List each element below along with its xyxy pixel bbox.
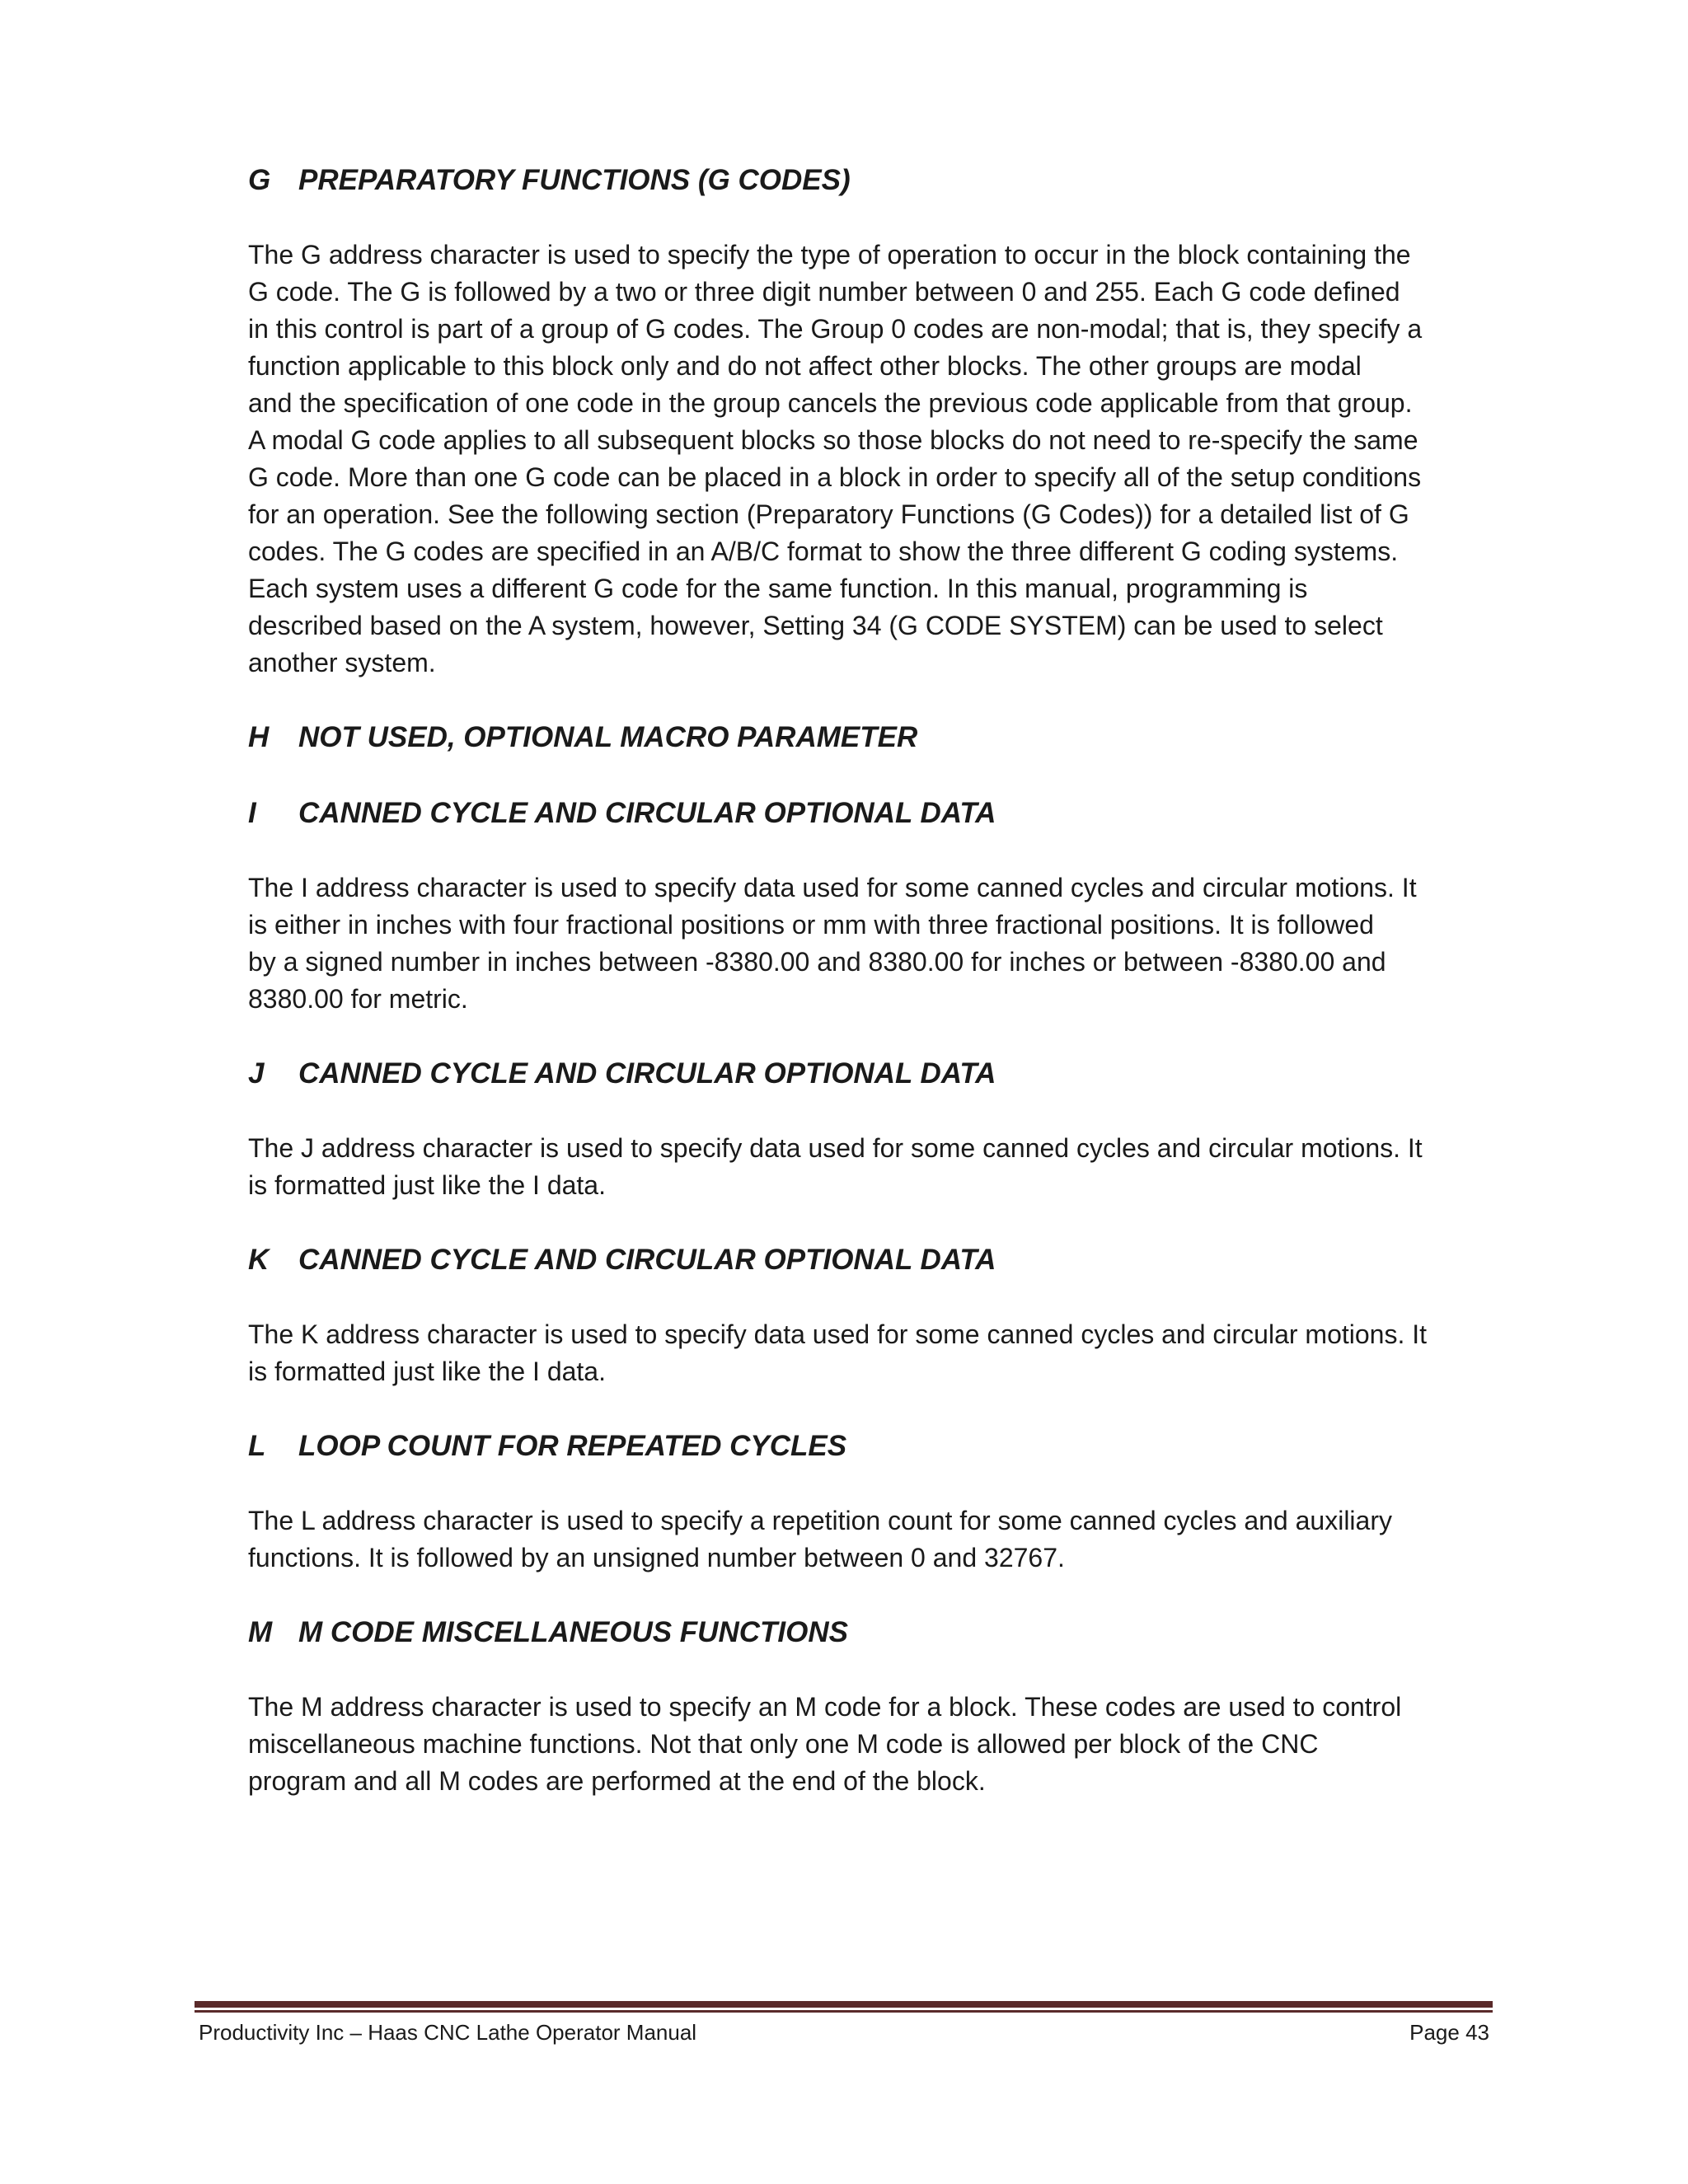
section-title: CANNED CYCLE AND CIRCULAR OPTIONAL DATA [298,1244,996,1276]
section-title: CANNED CYCLE AND CIRCULAR OPTIONAL DATA [298,797,996,829]
section-heading-l [248,1427,1484,1465]
footer-page-number: Page 43 [1409,2020,1489,2045]
section-body-l: The L address character is used to specify a repetition count for some canned cycles and auxiliary functions. It is followed by an unsigned number between 0 and 32767. [248,1506,1392,1572]
section-heading-g [248,162,1484,199]
footer-rule-thin [195,2010,1493,2013]
section-heading-m [248,1614,1484,1652]
section-title: M CODE MISCELLANEOUS FUNCTIONS [298,1616,848,1648]
section-body-g: The G address character is used to specify the type of operation to occur in the block containing the G code. The G is followed by a two or three digit number between 0 and 255. Each G code defined in this control is part of a group of G codes. The Group 0 codes are non-modal; that is, they specify a function applicable to this block only and do not affect other blocks. The other groups are modal and the specification of one code in the group cancels the previous code applicable from that group. A modal G code applies to all subsequent blocks so those blocks do not need to re-specify the same G code. More than one G code can be placed in a block in order to specify all of the setup conditions for an operation. See the following section (Preparatory Functions (G Codes)) for a detailed list of G codes. The G codes are specified in an A/B/C format to show the three different G coding systems. Each system uses a different G code for the same function. In this manual, programming is described based on the A system, however, Setting 34 (G CODE SYSTEM) can be used to select another system. [248,240,1423,677]
section-heading-k [248,1241,1484,1279]
section-heading-i [248,794,1484,832]
page-content [248,162,1484,1800]
section-title: LOOP COUNT FOR REPEATED CYCLES [298,1430,847,1462]
section-title: PREPARATORY FUNCTIONS (G CODES) [298,164,851,196]
section-heading-j [248,1055,1484,1093]
section-letter: K [248,1244,270,1276]
section-letter: M [248,1616,273,1648]
section-body-j: The J address character is used to specify data used for some canned cycles and circular motions. It is formatted just like the I data. [248,1133,1423,1200]
section-title: NOT USED, OPTIONAL MACRO PARAMETER [298,721,918,753]
section-heading-h [248,719,1484,757]
footer-rule-thick [195,2001,1493,2008]
section-body-i: The I address character is used to specify data used for some canned cycles and circular motions. It is either in inches with four fractional positions or mm with three fractional positions. It is followed by a signed number in inches between -8380.00 and 8380.00 for inches or between -8380.00 and 8380.00 for metric. [248,873,1417,1014]
page-footer [199,2018,1489,2047]
footer-divider [195,2001,1493,2013]
section-letter: L [248,1430,266,1462]
section-letter: J [248,1057,265,1090]
section-letter: I [248,797,256,829]
section-title: CANNED CYCLE AND CIRCULAR OPTIONAL DATA [298,1057,996,1090]
section-body-m: The M address character is used to specify an M code for a block. These codes are used to control miscellaneous machine functions. Not that only one M code is allowed per block of the CNC program and all M codes are performed at the end of the block. [248,1692,1402,1796]
section-letter: G [248,164,271,196]
section-letter: H [248,721,270,753]
footer-document-title: Productivity Inc – Haas CNC Lathe Operator Manual [199,2020,697,2045]
section-body-k: The K address character is used to specify data used for some canned cycles and circular motions. It is formatted just like the I data. [248,1319,1428,1386]
